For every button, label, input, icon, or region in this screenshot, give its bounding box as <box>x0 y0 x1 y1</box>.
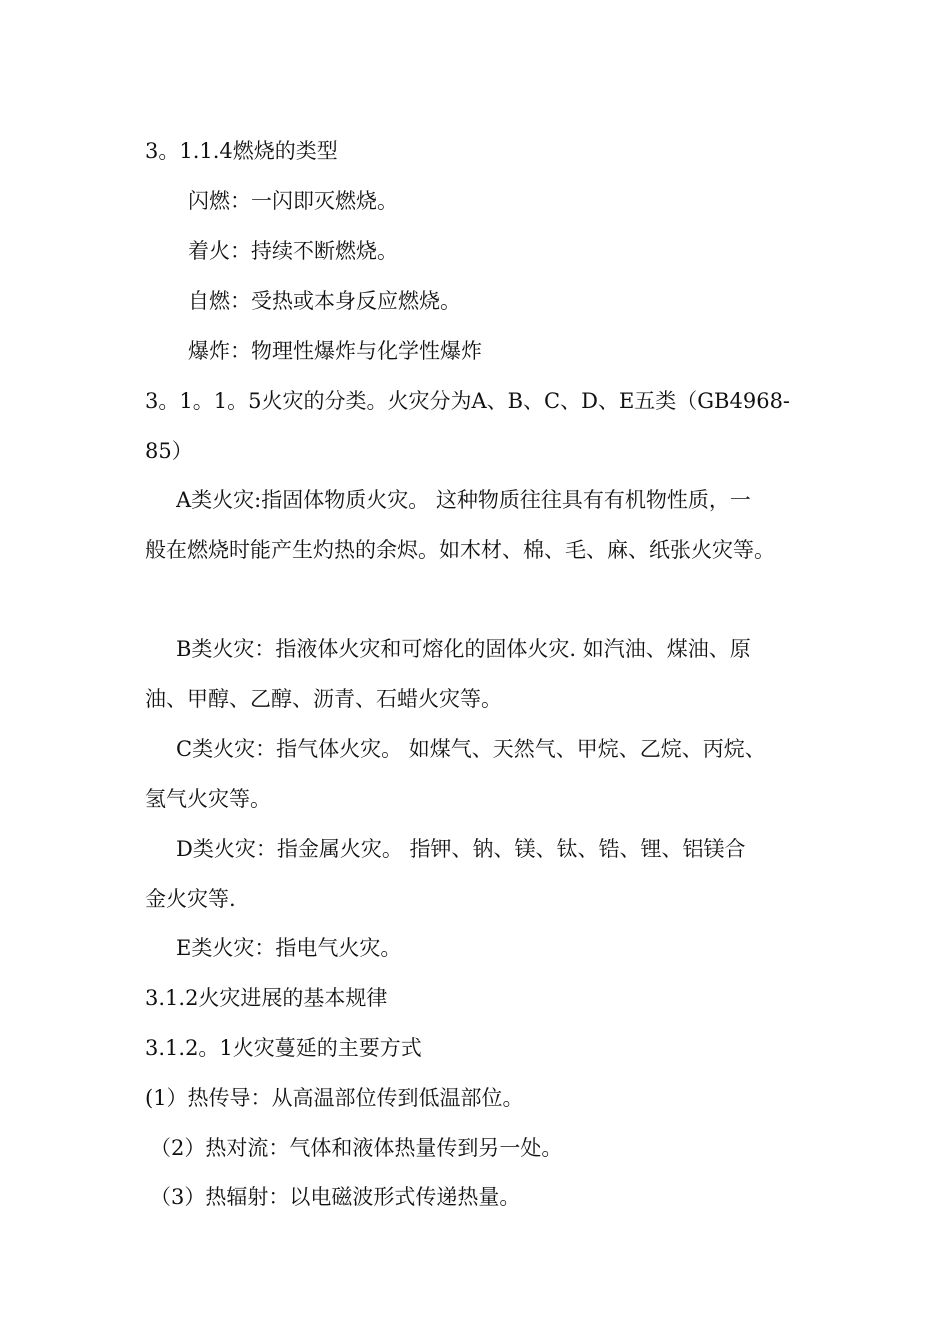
heading-fire-development: 3.1.2火灾进展的基本规律 <box>145 986 388 1010</box>
item-ignition: 着火：持续不断燃烧。 <box>188 239 398 263</box>
item-convection: （2）热对流：气体和液体热量传到另一处。 <box>150 1136 563 1160</box>
item-flash-fire: 闪燃：一闪即灭燃烧。 <box>188 189 398 213</box>
item-spontaneous-combustion: 自燃：受热或本身反应燃烧。 <box>188 289 461 313</box>
heading-fire-classification-cont: 85） <box>145 439 193 463</box>
heading-fire-spread: 3.1.2。1火灾蔓延的主要方式 <box>145 1036 422 1060</box>
paragraph-class-b: B类火灾：指液体火灾和可熔化的固体火灾. 如汽油、煤油、原 <box>176 637 751 661</box>
heading-combustion-types: 3。1.1.4燃烧的类型 <box>145 139 338 163</box>
heading-fire-classification: 3。1。1。5火灾的分类。火灾分为A、B、C、D、E五类（GB4968- <box>145 389 791 413</box>
paragraph-class-a-cont: 般在燃烧时能产生灼热的余烬。如木材、棉、毛、麻、纸张火灾等。 <box>145 538 775 562</box>
paragraph-class-d: D类火灾：指金属火灾。 指钾、钠、镁、钛、锆、锂、铝镁合 <box>176 837 746 861</box>
paragraph-class-c-cont: 氢气火灾等。 <box>145 787 271 811</box>
item-explosion: 爆炸：物理性爆炸与化学性爆炸 <box>188 339 482 363</box>
paragraph-class-c: C类火灾：指气体火灾。 如煤气、天然气、甲烷、乙烷、丙烷、 <box>176 737 766 761</box>
paragraph-class-b-cont: 油、甲醇、乙醇、沥青、石蜡火灾等。 <box>145 687 502 711</box>
paragraph-class-e: E类火灾：指电气火灾。 <box>176 936 402 960</box>
item-conduction: (1）热传导：从高温部位传到低温部位。 <box>145 1086 524 1110</box>
paragraph-class-d-cont: 金火灾等. <box>145 887 236 911</box>
item-radiation: （3）热辐射：以电磁波形式传递热量。 <box>150 1185 521 1209</box>
paragraph-class-a: A类火灾:指固体物质火灾。 这种物质往往具有有机物性质，一 <box>176 488 751 512</box>
